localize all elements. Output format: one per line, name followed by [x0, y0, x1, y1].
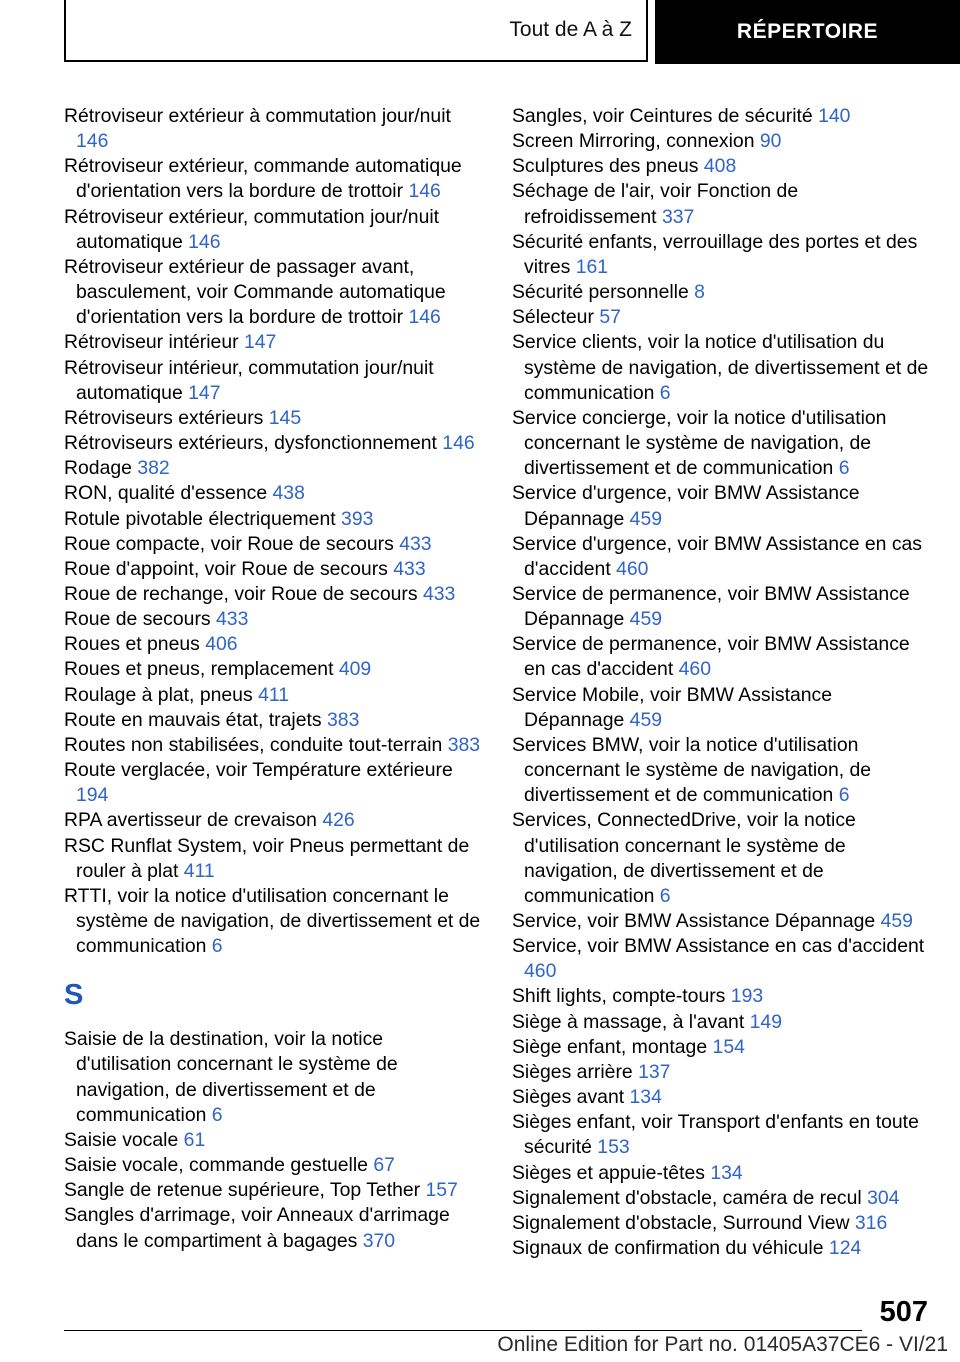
- index-entry: [64, 607, 482, 632]
- index-entry: [64, 834, 482, 884]
- index-entry-text: Roues et pneus: [64, 633, 200, 656]
- index-page-link[interactable]: 146: [188, 230, 221, 253]
- index-entry: [64, 808, 482, 833]
- index-entry-text: Service, voir BMW Assistance Dépannage: [512, 910, 876, 932]
- index-page-link[interactable]: 382: [137, 457, 170, 480]
- index-entry-text: Rétroviseurs extérieurs, dysfonctionnement: [64, 432, 437, 455]
- index-entry: [64, 632, 482, 657]
- index-page-link[interactable]: 459: [629, 608, 663, 631]
- index-entry-text: Roue de secours: [64, 608, 211, 631]
- index-entry-text: Service clients, voir la notice d'utilisation du système de navigation, de divertissement et de communication: [512, 331, 929, 404]
- index-page-link[interactable]: 411: [258, 683, 289, 706]
- index-page-link[interactable]: 433: [422, 582, 456, 605]
- index-page-link[interactable]: 137: [638, 1060, 671, 1083]
- tab-a-to-z-label: Tout de A à Z: [509, 18, 632, 41]
- index-page-link[interactable]: 337: [661, 205, 695, 228]
- index-entry: [512, 1211, 930, 1236]
- index-entry-text: Service, voir BMW Assistance en cas d'accident: [512, 935, 925, 958]
- index-entry-text: Signalement d'obstacle, caméra de recul: [512, 1186, 862, 1209]
- index-entry-text: Rétroviseur intérieur: [64, 331, 239, 354]
- index-page-link[interactable]: 383: [447, 733, 481, 756]
- index-column-right: [512, 104, 930, 1261]
- index-entry: [512, 129, 930, 154]
- index-page-link[interactable]: 90: [759, 130, 782, 153]
- tab-repertoire-label: RÉPERTOIRE: [736, 20, 879, 43]
- index-entry-text: Sangles, voir Ceintures de sécurité: [512, 105, 813, 127]
- index-entry: [64, 1178, 482, 1203]
- index-entry-text: Screen Mirroring, connexion: [512, 130, 755, 153]
- index-page-link[interactable]: 459: [629, 708, 663, 731]
- index-entry-text: Sièges et appuie-têtes: [512, 1161, 705, 1184]
- index-entry: [512, 406, 930, 481]
- index-page-link[interactable]: 460: [524, 960, 557, 983]
- index-page-link[interactable]: 433: [216, 608, 249, 631]
- index-page-link[interactable]: 393: [341, 507, 374, 530]
- index-list-s-continued: [512, 104, 930, 1261]
- index-entry-text: Sculptures des pneus: [512, 155, 699, 178]
- index-page-link[interactable]: 408: [703, 155, 737, 178]
- index-entry: [64, 255, 482, 330]
- index-page-link[interactable]: 316: [854, 1211, 888, 1234]
- index-entry: [512, 104, 930, 129]
- index-entry-text: Rodage: [64, 457, 132, 480]
- index-page-link[interactable]: 146: [408, 306, 441, 329]
- index-entry: [512, 1060, 930, 1085]
- index-entry: [512, 733, 930, 808]
- index-entry-text: Signaux de confirmation du véhicule: [512, 1237, 824, 1260]
- index-entry: [512, 909, 930, 934]
- index-entry-text: RSC Runflat System, voir Pneus permettant de rouler à plat: [64, 834, 470, 882]
- index-entry-text: Siège enfant, montage: [512, 1035, 708, 1058]
- index-entry: [512, 934, 930, 984]
- index-entry: [64, 733, 482, 758]
- footer-divider: [64, 1330, 862, 1331]
- index-entry-text: Signalement d'obstacle, Surround View: [512, 1211, 850, 1234]
- index-page-link[interactable]: 124: [828, 1237, 862, 1260]
- index-entry-text: Rétroviseur intérieur, commutation jour/nuit automatique: [64, 356, 434, 404]
- index-entry: [512, 683, 930, 733]
- index-page-link[interactable]: 146: [408, 180, 441, 203]
- index-page-link[interactable]: 57: [599, 306, 621, 329]
- index-entry-text: Sièges avant: [512, 1086, 625, 1109]
- index-page-link[interactable]: 194: [76, 784, 109, 807]
- index-page-link[interactable]: 134: [710, 1161, 743, 1184]
- index-page-link[interactable]: 370: [362, 1229, 396, 1252]
- index-column-left: [64, 104, 482, 1254]
- index-page-link[interactable]: 438: [272, 482, 305, 505]
- index-entry: [512, 179, 930, 229]
- index-entry-text: RPA avertisseur de crevaison: [64, 809, 317, 832]
- index-list-s: [64, 1027, 482, 1253]
- index-entry: [64, 330, 482, 355]
- index-entry: [512, 1161, 930, 1186]
- index-entry: [64, 104, 482, 154]
- index-entry: [64, 481, 482, 506]
- index-entry-text: Services BMW, voir la notice d'utilisation concernant le système de navigation, de divertissement et de communication: [512, 733, 872, 807]
- index-entry-text: Service de permanence, voir BMW Assistance Dépannage: [512, 582, 910, 631]
- index-entry: [64, 532, 482, 557]
- index-page-link[interactable]: 157: [425, 1179, 458, 1202]
- index-entry-text: Rétroviseurs extérieurs: [64, 406, 264, 429]
- index-page-link[interactable]: 304: [867, 1186, 900, 1209]
- index-entry: [64, 683, 482, 708]
- index-entry-text: Service Mobile, voir BMW Assistance Dépannage: [512, 683, 833, 731]
- index-entry: [512, 330, 930, 405]
- index-entry-text: Service concierge, voir la notice d'utilisation concernant le système de navigation, de divertissement et de communication: [512, 406, 887, 480]
- index-entry-text: Roulage à plat, pneus: [64, 683, 253, 706]
- index-entry: [512, 280, 930, 305]
- index-page-link[interactable]: 146: [442, 432, 475, 455]
- index-entry: [512, 1010, 930, 1035]
- index-entry: [64, 406, 482, 431]
- index-entry: [64, 1153, 482, 1178]
- index-entry-text: RTTI, voir la notice d'utilisation concernant le système de navigation, de divertissement et de communication: [64, 884, 481, 958]
- index-page-link[interactable]: 383: [327, 708, 360, 731]
- index-entry-text: Roue d'appoint, voir Roue de secours: [64, 557, 388, 580]
- index-entry: [512, 984, 930, 1009]
- index-page-link[interactable]: 153: [597, 1136, 630, 1159]
- index-page-link[interactable]: 147: [188, 381, 221, 404]
- index-entry: [64, 708, 482, 733]
- index-page-link[interactable]: 6: [659, 884, 671, 907]
- index-entry-text: Rotule pivotable électriquement: [64, 507, 336, 530]
- tab-repertoire[interactable]: [655, 0, 960, 64]
- index-entry-text: RON, qualité d'essence: [64, 482, 268, 505]
- index-entry-text: Séchage de l'air, voir Fonction de refroidissement: [512, 180, 799, 228]
- index-page-link[interactable]: 409: [338, 658, 372, 681]
- index-entry-text: Rétroviseur extérieur, commutation jour/nuit automatique: [64, 205, 440, 253]
- index-page-link[interactable]: 460: [616, 557, 649, 580]
- index-entry: [512, 632, 930, 682]
- index-entry: [512, 230, 930, 280]
- index-entry: [64, 356, 482, 406]
- index-entry: [512, 305, 930, 330]
- index-page-link[interactable]: 426: [322, 809, 355, 832]
- index-entry-text: Sélecteur: [512, 306, 594, 329]
- index-page-link[interactable]: 6: [211, 935, 223, 958]
- index-entry: [64, 1203, 482, 1253]
- index-entry: [512, 481, 930, 531]
- index-entry: [64, 657, 482, 682]
- index-entry-text: Sécurité enfants, verrouillage des portes et des vitres: [512, 230, 918, 278]
- index-entry: [512, 1236, 930, 1261]
- index-entry-text: Saisie vocale, commande gestuelle: [64, 1154, 368, 1177]
- index-page-link[interactable]: 67: [373, 1154, 395, 1177]
- index-page-link[interactable]: 459: [880, 910, 913, 932]
- section-letter-s: S: [64, 979, 84, 1012]
- page-header: [0, 0, 960, 66]
- index-page-link[interactable]: 6: [659, 381, 671, 404]
- index-page-link[interactable]: 433: [399, 532, 432, 555]
- index-page-link[interactable]: 406: [205, 633, 238, 656]
- index-page-link[interactable]: 154: [712, 1035, 745, 1058]
- index-entry-text: Service d'urgence, voir BMW Assistance Dépannage: [512, 482, 860, 530]
- index-entry-text: Rétroviseur extérieur de passager avant, basculement, voir Commande automatique d'orientation vers la bordure de trottoir: [64, 255, 446, 329]
- index-entry: [64, 205, 482, 255]
- index-page-link[interactable]: 147: [243, 331, 277, 354]
- index-entry: [512, 154, 930, 179]
- index-entry-text: Siège à massage, à l'avant: [512, 1010, 745, 1033]
- index-page-link[interactable]: 193: [730, 985, 764, 1008]
- index-entry: [64, 431, 482, 456]
- index-entry-text: Service d'urgence, voir BMW Assistance en cas d'accident: [512, 532, 922, 580]
- index-entry-text: Shift lights, compte-tours: [512, 985, 726, 1008]
- index-entry: [512, 532, 930, 582]
- index-entry: [64, 154, 482, 204]
- index-entry-text: Roue compacte, voir Roue de secours: [64, 532, 394, 555]
- index-entry: [512, 1035, 930, 1060]
- footer-edition-text: Online Edition for Part no. 01405A37CE6 - VI/21: [497, 1333, 948, 1356]
- index-entry: [64, 884, 482, 959]
- index-entry-text: Sangle de retenue supérieure, Top Tether: [64, 1179, 421, 1202]
- index-page-link[interactable]: 411: [183, 859, 215, 882]
- index-page-link[interactable]: 8: [694, 281, 705, 304]
- index-entry-text: Saisie de la destination, voir la notice d'utilisation concernant le système de navigation, de divertissement et de communication: [64, 1028, 398, 1126]
- index-entry: [64, 1027, 482, 1128]
- index-entry-text: Sécurité personnelle: [512, 281, 689, 304]
- index-entry: [512, 582, 930, 632]
- index-list-r: [64, 104, 482, 959]
- index-page-link[interactable]: 6: [838, 457, 850, 480]
- index-entry: [512, 1085, 930, 1110]
- index-entry: [64, 507, 482, 532]
- index-page-link[interactable]: 6: [211, 1103, 223, 1126]
- index-entry: [64, 758, 482, 808]
- index-entry-text: Roues et pneus, remplacement: [64, 658, 334, 681]
- index-page-link[interactable]: 140: [818, 105, 851, 127]
- index-page-link[interactable]: 146: [76, 130, 109, 153]
- index-entry-text: Sangles d'arrimage, voir Anneaux d'arrimage dans le compartiment à bagages: [64, 1204, 450, 1252]
- index-entry-text: Saisie vocale: [64, 1128, 179, 1151]
- index-entry: [512, 1186, 930, 1211]
- index-entry-text: Sièges arrière: [512, 1060, 633, 1083]
- index-page-link[interactable]: 460: [678, 658, 711, 681]
- index-page-link[interactable]: 6: [838, 784, 850, 807]
- index-page-link[interactable]: 433: [393, 557, 426, 580]
- index-entry: [64, 1128, 482, 1153]
- index-entry-text: Routes non stabilisées, conduite tout-terrain: [64, 733, 443, 756]
- index-entry: [512, 1110, 930, 1160]
- index-entry-text: Service de permanence, voir BMW Assistance en cas d'accident: [512, 633, 910, 681]
- index-page-link[interactable]: 459: [629, 507, 663, 530]
- index-entry-text: Route en mauvais état, trajets: [64, 708, 322, 731]
- page-number: 507: [879, 1296, 928, 1328]
- index-entry: [512, 808, 930, 909]
- index-page-link[interactable]: 161: [575, 255, 609, 278]
- index-entry-text: Rétroviseur extérieur, commande automatique d'orientation vers la bordure de trottoir: [64, 155, 462, 203]
- index-entry: [64, 557, 482, 582]
- index-page-link[interactable]: 61: [183, 1128, 206, 1151]
- index-entry: [64, 456, 482, 481]
- index-entry-text: Roue de rechange, voir Roue de secours: [64, 582, 418, 605]
- index-entry-text: Route verglacée, voir Température extérieure: [64, 759, 453, 782]
- index-entry-text: Services, ConnectedDrive, voir la notice d'utilisation concernant le système de navigation, de divertissement et de communication: [512, 809, 856, 907]
- index-page-link[interactable]: 134: [629, 1086, 662, 1109]
- index-entry-text: Sièges enfant, voir Transport d'enfants en toute sécurité: [512, 1111, 919, 1159]
- index-page-link[interactable]: 145: [268, 406, 302, 429]
- index-entry-text: Rétroviseur extérieur à commutation jour/nuit: [64, 105, 451, 127]
- index-entry: [64, 582, 482, 607]
- index-page-link[interactable]: 149: [749, 1010, 782, 1033]
- tab-a-to-z[interactable]: [64, 0, 648, 62]
